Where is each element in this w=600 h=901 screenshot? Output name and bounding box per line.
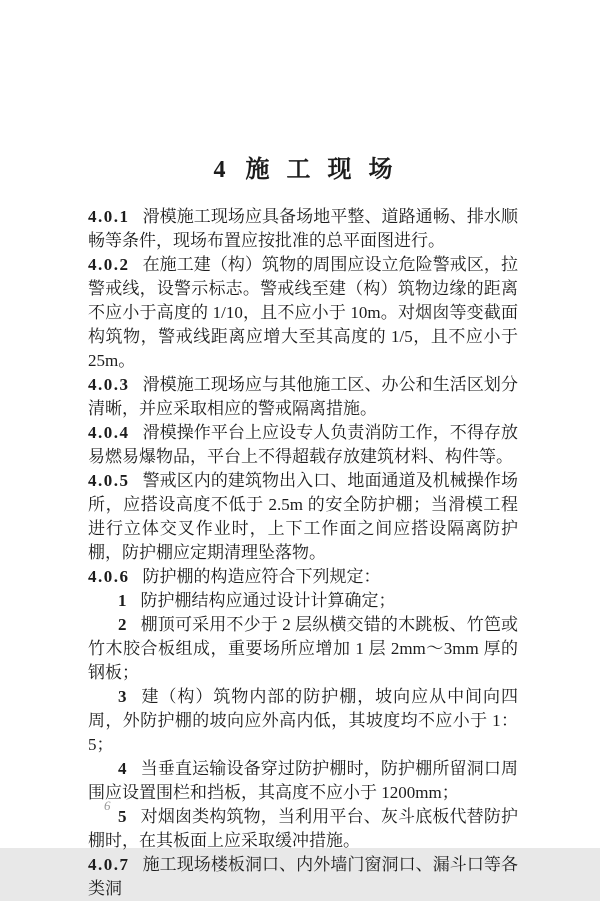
clause-text: 在施工建（构）筑物的周围应设立危险警戒区，拉警戒线，设警示标志。警戒线至建（构）筑物边缘的距离不应小于高度的 1/10，且不应小于 10m。对烟囱等变截面构筑物，警戒线距离应增大至其高度的 1/5，且不应小于 25m。: [88, 255, 518, 370]
clause-4-0-6-item-2: [88, 613, 518, 685]
clause-4-0-6-item-1: [88, 589, 518, 613]
clause-4-0-6-item-3: [88, 685, 518, 757]
clause-4-0-2: [88, 253, 518, 373]
clause-4-0-1: [88, 205, 518, 253]
clause-4-0-6-item-5: [88, 805, 518, 853]
clause-4-0-5: [88, 469, 518, 565]
item-text: 防护棚结构应通过设计计算确定；: [140, 591, 396, 610]
clause-4-0-6-item-4: [88, 757, 518, 805]
item-text: 建（构）筑物内部的防护棚，坡向应从中间向四周，外防护棚的坡向应外高内低，其坡度均不应小于 1：5；: [88, 687, 518, 754]
page-number: 6: [104, 798, 111, 813]
item-number: 4: [118, 759, 127, 778]
clause-text: 滑模操作平台上应设专人负责消防工作，不得存放易燃易爆物品，平台上不得超载存放建筑材料、构件等。: [88, 423, 518, 466]
item-number: 1: [118, 591, 127, 610]
clause-number: 4.0.7: [88, 855, 130, 874]
item-number: 2: [118, 615, 127, 634]
clause-number: 4.0.5: [88, 471, 130, 490]
clause-4-0-6: [88, 565, 518, 589]
item-number: 5: [118, 807, 127, 826]
clause-number: 4.0.6: [88, 567, 130, 586]
clause-text: 滑模施工现场应具备场地平整、道路通畅、排水顺畅等条件，现场布置应按批准的总平面图进行。: [88, 207, 518, 250]
clause-4-0-3: [88, 373, 518, 421]
clause-number: 4.0.3: [88, 375, 130, 394]
clause-text: 滑模施工现场应与其他施工区、办公和生活区划分清晰，并应采取相应的警戒隔离措施。: [88, 375, 518, 418]
chapter-title-text: 施工现场: [245, 157, 410, 183]
clause-number: 4.0.2: [88, 255, 130, 274]
clause-text: 防护棚的构造应符合下列规定：: [142, 567, 381, 586]
chapter-number: 4: [213, 157, 226, 183]
clause-text: 警戒区内的建筑物出入口、地面通道及机械操作场所，应搭设高度不低于 2.5m 的安全防护棚；当滑模工程进行立体交叉作业时，上下工作面之间应搭设隔离防护棚，防护棚应定期清理坠落物。: [88, 471, 518, 562]
clause-text: 施工现场楼板洞口、内外墙门窗洞口、漏斗口等各类洞: [88, 855, 518, 898]
item-number: 3: [118, 687, 127, 706]
item-text: 棚顶可采用不少于 2 层纵横交错的木跳板、竹笆或竹木胶合板组成，重要场所应增加 1 层 2mm～3mm 厚的钢板；: [88, 615, 518, 682]
clause-number: 4.0.1: [88, 207, 130, 226]
clause-4-0-7: [88, 853, 518, 901]
item-text: 对烟囱类构筑物，当利用平台、灰斗底板代替防护棚时，在其板面上应采取缓冲措施。: [88, 807, 518, 850]
body-text: [88, 205, 518, 901]
chapter-heading: [88, 149, 518, 184]
clause-4-0-4: [88, 421, 518, 469]
item-text: 当垂直运输设备穿过防护棚时，防护棚所留洞口周围应设置围栏和挡板，其高度不应小于 1200mm；: [88, 759, 518, 802]
clause-number: 4.0.4: [88, 423, 130, 442]
